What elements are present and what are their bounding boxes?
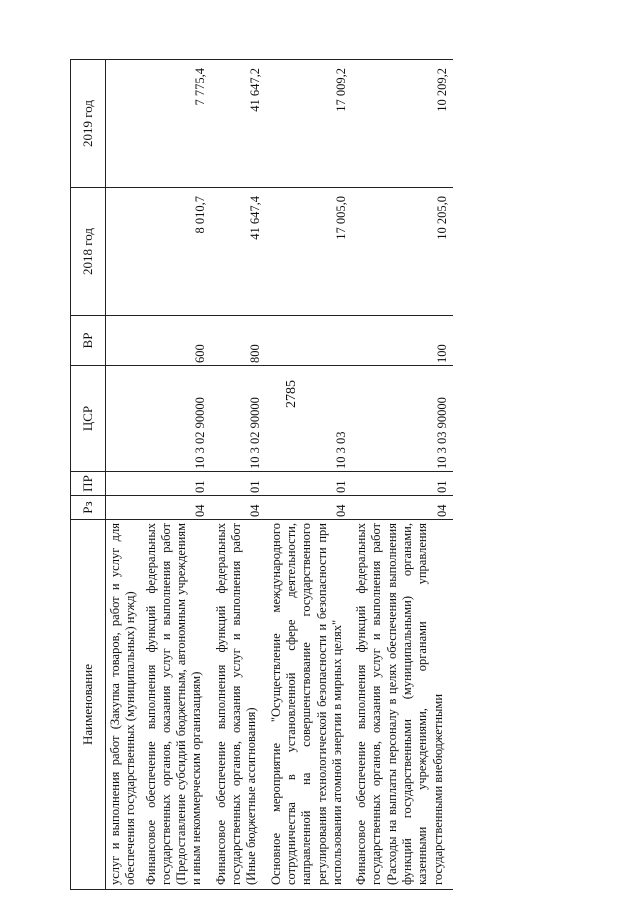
row-pr [106,472,142,496]
row-name: Финансовое обеспечение выполнения функций федеральных государственных органов, оказания услуг и выполнения работ (Иные бюджетные ассигнования) [212,520,267,890]
row-2019: 41 647,2 [212,60,267,188]
row-csr: 10 3 02 90000 [212,366,267,472]
row-csr: 10 3 03 [267,366,352,472]
row-2018: 10 205,0 [352,188,453,316]
table-row [212,60,267,890]
row-vr [106,316,142,366]
row-2018: 41 647,4 [212,188,267,316]
header-2019: 2019 год [71,60,106,188]
row-2019 [106,60,142,188]
table-row [106,60,142,890]
row-csr [106,366,142,472]
row-2018: 17 005,0 [267,188,352,316]
header-csr: ЦСР [71,366,106,472]
row-name: услуг и выполнения работ (Закупка товаров, работ и услуг для обеспечения государственных (муниципальных) нужд) [106,520,142,890]
row-csr: 10 3 02 90000 [142,366,212,472]
rotated-table-wrapper [70,60,580,890]
header-name: Наименование [71,520,106,890]
row-vr: 600 [142,316,212,366]
row-2019: 10 209,2 [352,60,453,188]
row-2018 [106,188,142,316]
row-rz: 04 [267,496,352,520]
header-row [71,60,106,890]
row-vr [267,316,352,366]
row-2019: 17 009,2 [267,60,352,188]
row-csr: 10 3 03 90000 [352,366,453,472]
row-pr: 01 [142,472,212,496]
row-2019: 7 775,4 [142,60,212,188]
row-pr: 01 [352,472,453,496]
row-rz [106,496,142,520]
header-rz: Рз [71,496,106,520]
row-pr: 01 [212,472,267,496]
row-rz: 04 [142,496,212,520]
row-vr: 800 [212,316,267,366]
row-rz: 04 [352,496,453,520]
header-vr: ВР [71,316,106,366]
row-name: Финансовое обеспечение выполнения функций федеральных государственных органов, оказания услуг и выполнения работ (Расходы на выплаты персоналу в целях обеспечения выполнения функций государственными (муниципальными) органами, казенными учреждениями, органами управления государственными внебюджетными [352,520,453,890]
row-name: Финансовое обеспечение выполнения функций федеральных государственных органов, оказания услуг и выполнения работ (Предоставление субсидий бюджетным, автономным учреждениям и иным некоммерческим организациям) [142,520,212,890]
row-vr: 100 [352,316,453,366]
row-rz: 04 [212,496,267,520]
row-name: Основное мероприятие "Осуществление международного сотрудничества в установленной сфере деятельности, направленной на совершенствование государственного регулирования технологической безопасности и безопасности при использовании атомной энергии в мирных целях" [267,520,352,890]
table-row [352,60,453,890]
header-pr: ПР [71,472,106,496]
row-2018: 8 010,7 [142,188,212,316]
budget-table [70,59,453,890]
page-number: 2785 [284,380,299,408]
table-row [267,60,352,890]
row-pr: 01 [267,472,352,496]
table-row [142,60,212,890]
header-2018: 2018 год [71,188,106,316]
